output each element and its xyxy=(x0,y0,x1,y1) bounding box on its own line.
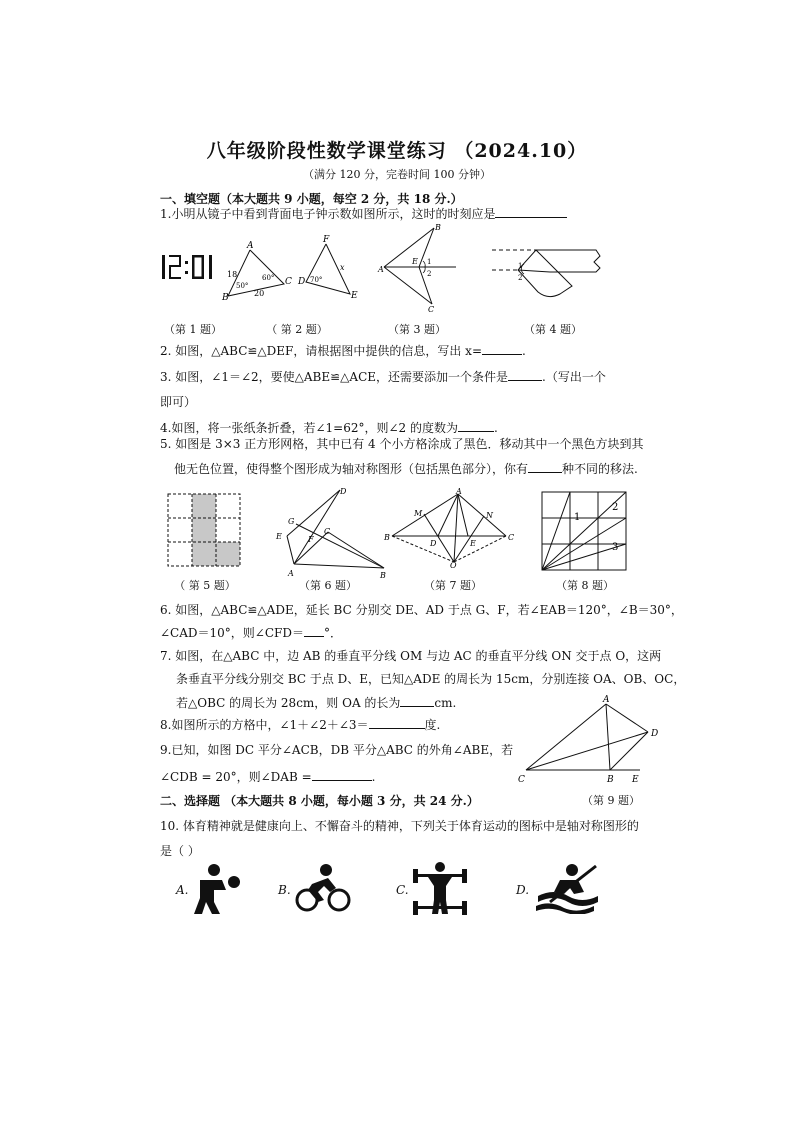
question-9-text: ∠CDB = 20°，则∠DAB = xyxy=(160,770,312,784)
fig2-angle-50: 50° xyxy=(236,282,249,290)
caption-figure-5: （ 第 5 题） xyxy=(174,579,236,592)
figure-6-triangles xyxy=(272,484,392,578)
fig2-angle-60: 60° xyxy=(262,274,275,282)
question-6-line-2 xyxy=(160,624,342,641)
question-1 xyxy=(160,205,567,222)
option-a[interactable] xyxy=(176,858,246,918)
question-7-line-1: 7. 如图，在△ABC 中，边 AB 的垂直平分线 OM 与边 AC 的垂直平分线 ON 交于点 O，这两 xyxy=(160,649,662,663)
option-b[interactable] xyxy=(278,858,358,918)
fig7-label-D: D xyxy=(430,539,437,548)
section-heading-multiple-choice: 二、选择题 （本大题共 8 小题，每小题 3 分，共 24 分.） xyxy=(160,794,479,808)
caption-figure-6: （第 6 题） xyxy=(299,579,357,592)
answer-blank-9[interactable] xyxy=(312,768,372,781)
fig9-label-C: C xyxy=(518,775,525,785)
fig8-angle-2: 2 xyxy=(612,502,619,513)
grid-cell-shaded xyxy=(192,494,216,518)
fig7-label-N: N xyxy=(486,511,493,520)
question-3-continued: 即可） xyxy=(160,395,197,409)
question-5-text: 他无色位置，使得整个图形成为轴对称图形（包括黑色部分），你有 xyxy=(174,462,529,476)
caption-figure-9: （第 9 题） xyxy=(582,794,640,807)
fig7-label-E: E xyxy=(470,539,476,548)
fig2-label-D: D xyxy=(298,277,306,287)
question-7-unit: cm. xyxy=(434,696,457,710)
question-8 xyxy=(160,716,440,733)
volleyball-player-icon xyxy=(192,862,242,914)
fig3-label-C: C xyxy=(428,305,435,312)
fig6-label-B: B xyxy=(380,571,386,578)
question-7-line-3 xyxy=(176,694,456,711)
question-9-line-1: 9.已知，如图 DC 平分∠ACB，DB 平分△ABC 的外角∠ABE，若 xyxy=(160,743,514,757)
answer-blank-2[interactable] xyxy=(482,342,522,355)
figure-9-triangle-bisectors xyxy=(512,694,682,786)
question-8-unit: 度. xyxy=(424,718,441,732)
fig2-angle-70: 70° xyxy=(310,276,323,284)
question-5-tail: 种不同的移法. xyxy=(562,462,638,476)
cyclist-icon xyxy=(294,862,352,914)
question-6-tail: °． xyxy=(323,626,342,640)
figure-5-grid xyxy=(166,492,244,570)
question-6-line-1: 6. 如图，△ABC≌△ADE，延长 BC 分别交 DE、AD 于点 G、F，若∠EAB＝120°，∠B＝30°， xyxy=(160,603,683,617)
fig4-angle-2: 2 xyxy=(518,274,523,282)
fig7-label-C: C xyxy=(508,533,515,542)
option-a-label: A. xyxy=(176,883,189,897)
fig2-label-C: C xyxy=(285,277,292,287)
fig7-label-A: A xyxy=(456,487,462,496)
fig2-label-A: A xyxy=(247,241,254,251)
kayaker-icon xyxy=(534,862,602,914)
caption-figure-3: （第 3 题） xyxy=(388,323,446,336)
option-b-label: B. xyxy=(278,883,291,897)
fig3-angle-2: 2 xyxy=(427,270,432,278)
question-8-text: 8.如图所示的方格中，∠1＋∠2＋∠3＝ xyxy=(160,718,369,732)
answer-blank-8[interactable] xyxy=(369,716,425,729)
answer-blank-1[interactable] xyxy=(495,205,567,218)
question-9-end: . xyxy=(371,770,376,784)
fig6-label-D: D xyxy=(340,487,347,496)
fig6-label-F: F xyxy=(308,535,314,544)
figure-1-digital-clock xyxy=(160,252,216,286)
question-4: 4.如图，将一张纸条折叠，若∠1=62°，则∠2 的度数为 . xyxy=(160,421,498,435)
figure-8-grid-angles xyxy=(540,490,630,574)
question-4-text: 4.如图，将一张纸条折叠，若∠1=62°，则∠2 的度数为 xyxy=(160,421,458,435)
caption-figure-8: （第 8 题） xyxy=(556,579,614,592)
option-c-label: C. xyxy=(396,883,409,897)
question-10-line-2: 是（ ） xyxy=(160,844,200,858)
option-c[interactable] xyxy=(396,858,476,918)
fig2-label-B: B xyxy=(222,293,229,302)
fig3-angle-1: 1 xyxy=(427,258,432,266)
section-heading-fill-blank: 一、填空题（本大题共 9 小题，每空 2 分，共 18 分.） xyxy=(160,192,463,206)
question-5-line-1: 5. 如图是 3×3 正方形网格，其中已有 4 个小方格涂成了黑色．移动其中一个黑色方块到其 xyxy=(160,437,644,451)
fig7-label-B: B xyxy=(384,533,390,542)
question-3-text: 3. 如图，∠1＝∠2，要使△ABE≌△ACE，还需要添加一个条件是 xyxy=(160,370,509,384)
fig8-angle-3: 3 xyxy=(612,542,619,553)
fig4-angle-1: 1 xyxy=(518,262,523,270)
fig7-label-M: M xyxy=(414,509,423,518)
fig3-label-A: A xyxy=(378,265,384,274)
page-title: 八年级阶段性数学课堂练习 （2024.10） xyxy=(206,140,588,162)
fig9-label-A: A xyxy=(603,695,610,705)
fig6-label-G: G xyxy=(288,517,295,526)
page-subtitle: （满分 120 分，完卷时间 100 分钟） xyxy=(303,168,491,181)
fig2-label-F: F xyxy=(323,235,330,245)
question-6-text: ∠CAD＝10°，则∠CFD＝ xyxy=(160,626,304,640)
caption-figure-7: （第 7 题） xyxy=(424,579,482,592)
weightlifter-icon xyxy=(410,860,470,916)
caption-figure-4: （第 4 题） xyxy=(524,323,582,336)
question-9-line-2 xyxy=(160,768,376,785)
question-5-line-2 xyxy=(174,460,638,477)
grid-cell-shaded xyxy=(192,518,216,542)
fig3-label-E: E xyxy=(412,257,418,266)
fig9-label-B: B xyxy=(607,775,614,785)
option-d-label: D. xyxy=(516,883,530,897)
grid-cell-shaded xyxy=(192,542,216,566)
question-1-text: 1.小明从镜子中看到背面电子钟示数如图所示，这时的时刻应是 xyxy=(160,207,496,221)
question-2-text: 2. 如图，△ABC≌△DEF，请根据图中提供的信息，写出 x= xyxy=(160,344,483,358)
caption-figure-2: （ 第 2 题） xyxy=(266,323,328,336)
grid-cell-shaded xyxy=(216,542,240,566)
question-10-line-1: 10. 体育精神就是健康向上、不懈奋斗的精神，下列关于体育运动的图标中是轴对称图形的 xyxy=(160,819,639,833)
fig2-side-18: 18 xyxy=(227,270,238,279)
fig9-label-D: D xyxy=(651,729,659,739)
fig2-label-x: x xyxy=(340,263,345,272)
question-3-tail: .（写出一个 xyxy=(542,370,606,384)
question-7-text: 若△OBC 的周长为 28cm，则 OA 的长为 xyxy=(176,696,401,710)
figure-2-congruent-triangles xyxy=(218,232,368,302)
answer-blank-5[interactable] xyxy=(528,460,562,473)
answer-blank-6[interactable] xyxy=(304,624,324,637)
answer-blank-4[interactable] xyxy=(458,419,494,432)
question-7-line-2: 条垂直平分线分别交 BC 于点 D、E，已知△ADE 的周长为 15cm，分别连接 OA、OB、OC， xyxy=(176,672,686,686)
fig9-label-E: E xyxy=(632,775,639,785)
figure-7-perpendicular-bisectors xyxy=(382,486,516,568)
fig2-side-20: 20 xyxy=(254,289,265,298)
caption-figure-1: （第 1 题） xyxy=(164,323,222,336)
fig8-angle-1: 1 xyxy=(574,512,581,523)
fig3-label-B: B xyxy=(435,223,441,232)
answer-blank-3[interactable] xyxy=(508,368,542,381)
option-d[interactable] xyxy=(516,858,606,918)
clock-digits xyxy=(160,252,216,282)
figure-3-triangles xyxy=(374,222,464,312)
fig6-label-E: E xyxy=(276,532,282,541)
fig6-label-A: A xyxy=(288,569,294,578)
question-3 xyxy=(160,368,606,385)
answer-blank-7[interactable] xyxy=(400,694,434,707)
fig6-label-C: C xyxy=(324,527,331,536)
fig2-label-E: E xyxy=(351,291,358,301)
question-2: 2. 如图，△ABC≌△DEF，请根据图中提供的信息，写出 x= . xyxy=(160,344,526,358)
figure-4-folded-strip xyxy=(488,240,608,305)
fig7-label-O: O xyxy=(450,561,457,568)
